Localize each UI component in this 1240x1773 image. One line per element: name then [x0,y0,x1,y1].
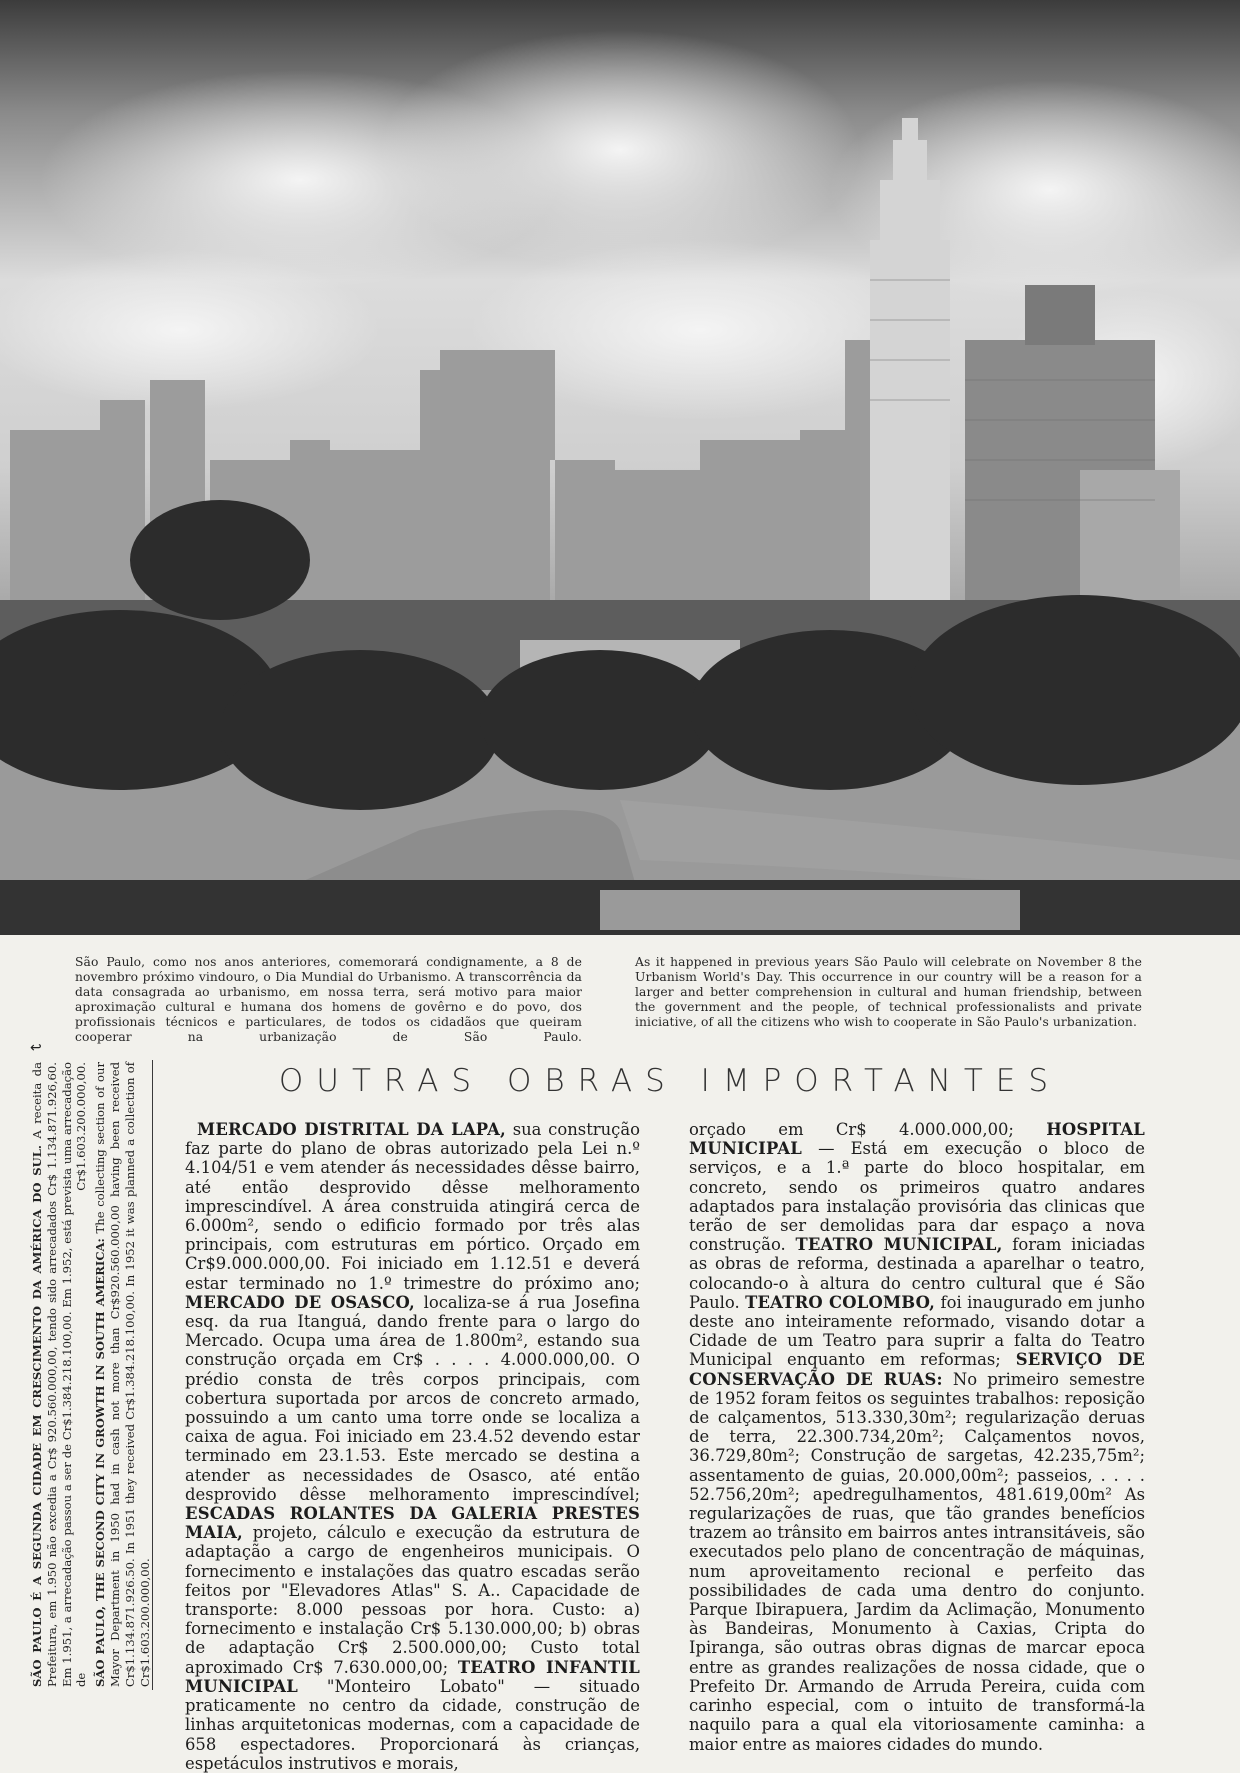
article-column-right [689,1120,1145,1754]
item-text-mercado-lapa: sua construção faz parte do plano de obras autorizado pela Lei n.º 4.104/51 e vem atender ás necessidades dêsse bairro, até então desprovido dêsse melhoramento imprescindível. A área construida atingirá cerca de 6.000m², sendo o edificio formado por três alas principais, com estruturas em pórtico. Orçado em Cr$9.000.000,00. Foi iniciado em 1.12.51 e deverá estar terminado no 1.º trimestre do próximo ano; [185,1120,640,1293]
item-title-escadas-rolantes: ESCADAS ROLANTES DA GALERIA PRESTES MAIA, [185,1504,640,1543]
item-text-mercado-osasco: localiza-se á rua Josefina esq. da rua Itanguá, dando frente para o largo do Mercado. Ocupa uma área de 1.800m², estando sua construção orçada em Cr$ . . . . 4.000.000,00. O prédio consta de três corpos principais, com cobertura suportada por arcos de concreto armado, possuindo a um canto uma torre onde se localiza a caixa de agua. Foi iniciado em 23.4.52 devendo estar terminado em 23.1.53. Este mercado se destina a atender as necessidades de Osasco, até então desprovido dêsse melhoramento imprescindível; [185,1292,640,1504]
item-title-conservacao-ruas: SERVIÇO DE CONSERVAÇÃO DE RUAS: [689,1350,1145,1389]
item-title-teatro-colombo: TEATRO COLOMBO, [745,1292,936,1312]
item-text-continuation: orçado em Cr$ 4.000.000,00; [689,1120,1047,1139]
item-text-teatro-municipal: foram iniciadas as obras de reforma, destinada a aparelhar o teatro, colocando-o à altura do centro cultural que é São Paulo. [689,1235,1145,1312]
item-text-teatro-colombo: foi inaugurado em junho deste ano inteiramente reformado, visando dotar a Cidade de um Teatro para suprir a falta do Teatro Municipal enquanto em reformas; [689,1292,1145,1370]
side-note-english [93,1062,152,1687]
side-note [30,1061,152,1687]
side-note-portuguese [30,1062,89,1687]
item-text-escadas-rolantes: projeto, cálculo e execução da estrutura de adaptação a cargo de engenheiros municipais. O fornecimento e instalações das quatro escadas serão feitos por "Elevadores Atlas" S. A.. Capacidade de transporte: 8.000 pessoas por hora. Custo: a) fornecimento e instalação Cr$ 5.130.000,00; b) obras de adaptação Cr$ 2.500.000,00; Custo total aproximado Cr$ 7.630.000,00; [185,1523,640,1677]
item-title-hospital-municipal: HOSPITAL MUNICIPAL [689,1120,1145,1159]
caption-english: As it happened in previous years São Paulo will celebrate on November 8 the Urbanism World's Day. This occurrence in our country will be a reason for a larger and better comprehension in cultural and human friendship, between the government and the people, of technical professionalists and private iniciative, of all the citizens who wish to cooperate in São Paulo's urbanization. [635,955,1142,1029]
item-text-hospital-municipal: — Está em execução o bloco de serviços, e a 1.ª parte do bloco hospitalar, em concreto, sendo os primeiros quatro andares adaptados para instalação provisória das clinicas que terão de ser demolidas para dar espaço a nova construção. [689,1139,1145,1255]
section-heading: OUTRAS OBRAS IMPORTANTES [278,1063,1062,1099]
side-note-pt-title: SÃO PAULO É A SEGUNDA CIDADE EM CRESCIMENTO DA AMÉRICA DO SUL. [30,1145,44,1687]
side-note-en-title: SÃO PAULO, THE SECOND CITY IN GROWTH IN SOUTH AMERICA: [93,1238,108,1687]
side-note-pt-text: A receita da Prefeitura, em 1.950 não excedia a Cr$ 920.560.000,00, tendo sido arrecadados Cr$ 1.134.871.926,60. Em 1.951, a arrecadação passou a ser de Cr$1.384.218.100,00. Em 1.952, está prevista uma arrecadação de Cr$1.603.200.000,00. [30,1062,89,1687]
side-note-en-text: The collecting section of our Mayor Department in 1950 had in cash not more than Cr$920.560.000,00 having been received Cr$1.134.871.926.50. In 1951 they received Cr$1.384.218.100,00. In 1952 it was planned a collection of Cr$1.603.200.000,00. [93,1061,152,1687]
item-title-mercado-lapa: MERCADO DISTRITAL DA LAPA, [197,1120,506,1139]
item-title-mercado-osasco: MERCADO DE OSASCO, [185,1292,415,1312]
article-column-left [185,1120,640,1773]
arrow-icon: ↩ [30,1040,42,1056]
item-title-teatro-municipal: TEATRO MUNICIPAL, [795,1235,1003,1255]
caption-portuguese: São Paulo, como nos anos anteriores, comemorará condignamente, a 8 de novembro próximo vindouro, o Dia Mundial do Urbanismo. A transcorrência da data consagrada ao urbanismo, em nossa terra, será motivo para maior aproximação cultural e humana dos homens de govêrno e do povo, dos profissionais técnicos e particulares, de todos os cidadãos que queiram cooperar na urbanização de São Paulo. [75,955,582,1044]
item-text-teatro-infantil: "Monteiro Lobato" — situado praticamente no centro da cidade, construção de linhas arquitetonicas modernas, com a capacidade de 658 espectadores. Proporcionará às crianças, espetáculos instrutivos e morais, [185,1676,640,1773]
item-text-conservacao-ruas: No primeiro semestre de 1952 foram feitos os seguintes trabalhos: reposição de calçamentos, 513.330,30m²; regularização deruas de terra, 22.300.734,20m²; Calçamentos novos, 36.729,80m²; Construção de sargetas, 42.235,75m²; assentamento de guias, 20.000,00m²; passeios, . . . . 52.756,20m²; apedregulhamentos, 481.619,00m² As regularizações de ruas, que tão grandes benefícios trazem ao trânsito em bairros antes intransitáveis, são executados pelo plano de concentração de máquinas, num aproveitamento recional e perfeito das possibilidades de cada uma dentro do conjunto. Parque Ibirapuera, Jardim da Aclimação, Monumento às Bandeiras, Monumento à Caxias, Cripta do Ipiranga, são outras obras dignas de marcar epoca entre as grandes realizações de nossa cidade, que o Prefeito Dr. Armando de Arruda Pereira, cuida com carinho especial, com o intuito de transformá-la naquilo para a qual ela vitoriosamente caminha: a maior entre as maiores cidades do mundo. [689,1369,1145,1754]
vertical-divider [152,1060,153,1690]
item-title-teatro-infantil: TEATRO INFANTIL MUNICIPAL [185,1657,640,1696]
